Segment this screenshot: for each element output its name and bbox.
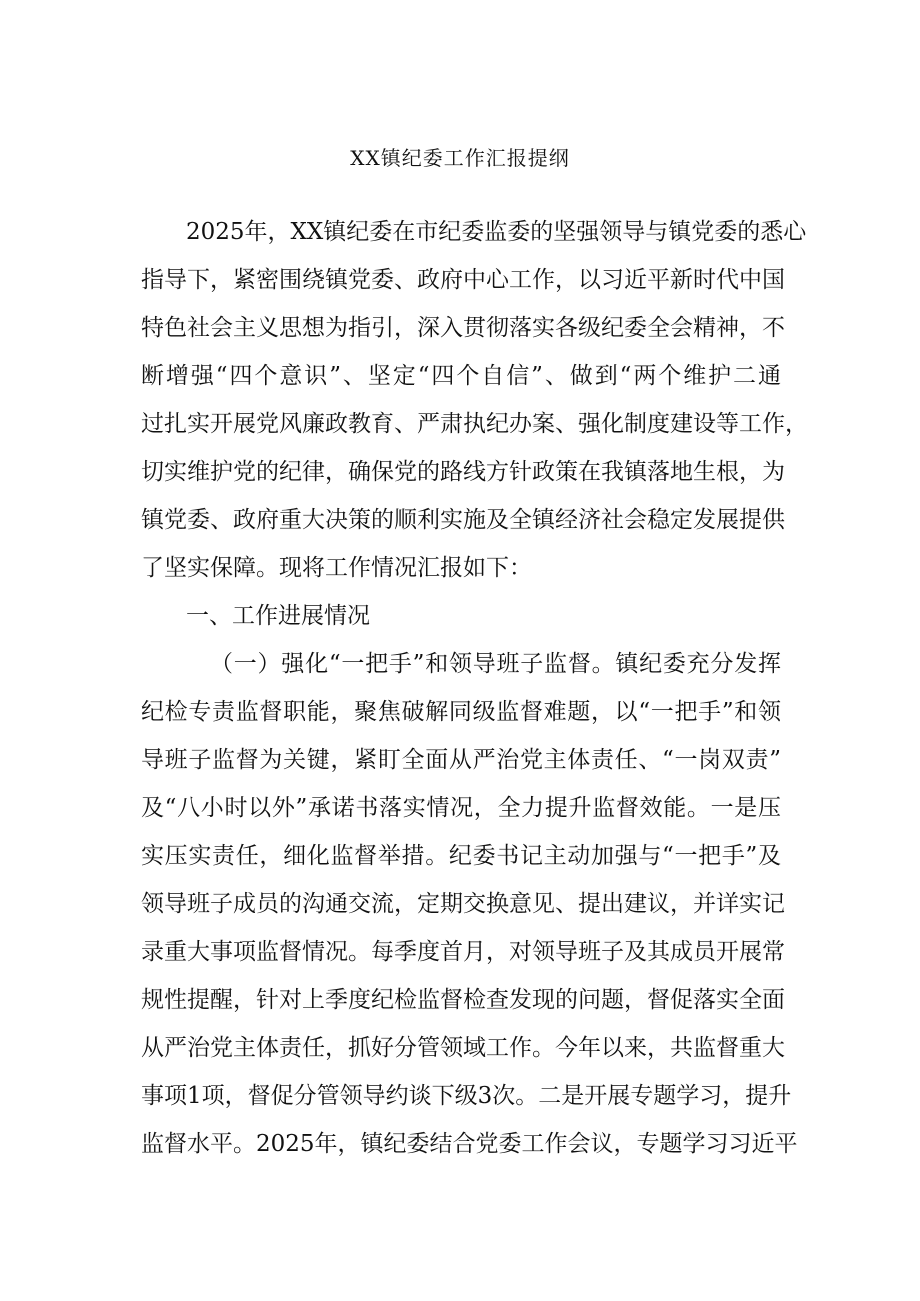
subsection-line-10: 事项1项，督促分管领导约谈下级3次。二是开展专题学习，提升 [141, 1083, 792, 1109]
intro-line-2: 指导下，紧密围绕镇党委、政府中心工作，以习近平新时代中国 [141, 267, 785, 293]
intro-line-5: 过扎实开展党风廉政教育、严肃执纪办案、强化制度建设等工作， [141, 411, 808, 437]
subsection-line-3: 导班子监督为关键，紧盯全面从严治党主体责任、“一岗双责” [141, 747, 781, 773]
subsection-line-9: 从严治党主体责任，抓好分管领域工作。今年以来，共监督重大 [141, 1035, 785, 1061]
subsection-line-11: 监督水平。2025年，镇纪委结合党委工作会议，专题学习习近平 [141, 1131, 798, 1157]
subsection-line-8: 规性提醒，针对上季度纪检监督检查发现的问题，督促落实全面 [141, 987, 785, 1013]
subsection-line-6: 领导班子成员的沟通交流，定期交换意见、提出建议，并详实记 [141, 891, 785, 917]
subsection-line-4: 及“八小时以外”承诺书落实情况，全力提升监督效能。一是压 [141, 795, 781, 821]
section-heading: 一、工作进展情况 [186, 603, 370, 629]
subsection-line-1: （一）强化“一把手”和领导班子监督。镇纪委充分发挥 [210, 651, 781, 677]
intro-line-7: 镇党委、政府重大决策的顺利实施及全镇经济社会稳定发展提供 [141, 507, 785, 533]
subsection-line-7: 录重大事项监督情况。每季度首月，对领导班子及其成员开展常 [141, 939, 785, 965]
intro-line-3: 特色社会主义思想为指引，深入贯彻落实各级纪委全会精神，不 [141, 315, 785, 341]
intro-line-6: 切实维护党的纪律，确保党的路线方针政策在我镇落地生根，为 [141, 459, 785, 485]
intro-line-4: 断增强“四个意识”、坚定“四个自信”、做到“两个维护二通 [141, 363, 781, 389]
subsection-line-2: 纪检专责监督职能，聚焦破解同级监督难题，以“一把手”和领 [141, 699, 781, 725]
subsection-line-5: 实压实责任，细化监督举措。纪委书记主动加强与“一把手”及 [141, 843, 781, 869]
document-title: XX镇纪委工作汇报提纲 [350, 146, 570, 170]
intro-line-1: 2025年，XX镇纪委在市纪委监委的坚强领导与镇党委的悉心 [186, 219, 807, 245]
intro-line-8: 了坚实保障。现将工作情况汇报如下： [141, 555, 532, 581]
